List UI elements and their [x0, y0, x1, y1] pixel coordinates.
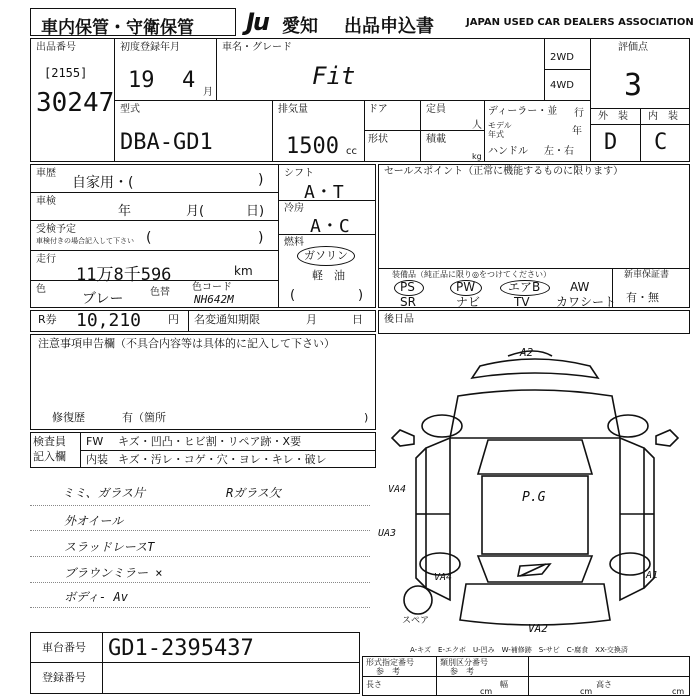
receipt-close: ) — [258, 230, 264, 246]
displacement-value: 1500 — [286, 134, 339, 159]
width-label: 幅 — [500, 680, 508, 689]
color-code-label: 色コード — [192, 282, 232, 293]
model-year-unit: 年 — [572, 126, 582, 137]
equip-navi: ナビ — [456, 295, 481, 309]
diagram-mark-front: A2 — [520, 346, 534, 359]
repair-value: 有（箇所 — [122, 411, 166, 424]
damage-legend: A-キズ E-エクボ U-凹み W-補修跡 S-サビ C-腐食 XX-交換済 — [410, 646, 628, 654]
history-value: 自家用・( — [72, 175, 134, 191]
equipment-label: 装備品（純正品に限り◎をつけてください） — [392, 270, 551, 279]
color-value: ブレー — [82, 291, 124, 307]
repair-label: 修復歴 — [52, 411, 85, 424]
storage-label-box — [30, 8, 236, 36]
equip-tv: TV — [514, 295, 530, 309]
fuel-paren-close: ) — [358, 288, 364, 303]
chassis-value: GD1-2395437 — [108, 636, 254, 661]
recycle-value: 10,210 — [76, 310, 142, 331]
inspection-day-unit: 日) — [246, 204, 265, 219]
handle-options: 左・右 — [544, 146, 574, 157]
lot-bracket-number: [2155] — [44, 66, 88, 80]
diagram-mark-left-lower: VA4 — [434, 572, 453, 583]
form-title: 出品申込書 — [344, 16, 434, 37]
inspection-year-unit: 年 — [118, 204, 132, 219]
registration-month-unit: 月 — [203, 87, 213, 98]
equip-aw: AW — [570, 280, 590, 294]
repaint-label: 色替 — [150, 287, 170, 298]
handle-label: ハンドル — [488, 146, 528, 157]
after-date-box — [378, 310, 690, 334]
recycle-label: R券 — [38, 313, 57, 326]
association-en: JAPAN USED CAR DEALERS ASSOCIATION — [466, 17, 694, 28]
capacity-unit: 人 — [472, 120, 482, 131]
car-name-value: Fit — [312, 62, 356, 90]
handwritten-note-3: 外オイール — [64, 514, 124, 528]
history-label: 車歴 — [36, 168, 56, 179]
length-unit: cm — [480, 687, 493, 696]
shift-label: シフト — [284, 168, 314, 179]
handwritten-note-1: ミミ、ガラス片 — [62, 486, 146, 500]
mileage-label: 走行 — [36, 254, 56, 265]
door-label: ドア — [368, 104, 388, 115]
load-label: 積載 — [426, 134, 446, 145]
shift-value: A・T — [304, 182, 344, 203]
capacity-label: 定員 — [426, 104, 446, 115]
org-name: 愛知 — [282, 16, 318, 37]
receipt-label: 受検予定 — [36, 224, 76, 235]
warranty-label: 新車保証書 — [624, 270, 670, 280]
handwritten-note-4: スラッドレースT — [64, 540, 155, 554]
equip-airbag: エアB — [508, 280, 541, 294]
equip-leather-seat: カワシート — [556, 295, 617, 309]
registration-month: 4 — [182, 68, 196, 93]
diagram-mark-right-lower: A1 — [646, 570, 659, 581]
receipt-note: 車検付きの場合記入して下さい — [36, 237, 134, 245]
height-label: 高さ — [596, 680, 612, 689]
recycle-unit: 円 — [168, 313, 179, 326]
diagram-mark-rear: VA2 — [528, 622, 548, 635]
dealer-label: ディーラー・並 — [488, 106, 558, 117]
category-ref-label: 参 考 — [450, 667, 474, 676]
diagram-mark-left-mid: UA3 — [378, 528, 397, 539]
inspection-label: 車検 — [36, 196, 56, 207]
history-close: ) — [258, 172, 264, 188]
drive-4wd: 4WD — [550, 80, 574, 91]
aircon-label: 冷房 — [284, 203, 304, 214]
grade-exterior-label: 外 装 — [598, 111, 628, 122]
shape-label: 形状 — [368, 134, 388, 145]
equip-sr: SR — [400, 295, 416, 309]
inspector-row2: キズ・汚レ・コゲ・穴・ヨレ・キレ・破レ — [118, 453, 327, 466]
shape-number-label: 形式指定番号 — [366, 658, 414, 667]
model-value: DBA-GD1 — [120, 130, 213, 155]
load-unit: kg — [472, 152, 482, 161]
color-label: 色 — [36, 284, 46, 295]
schedule-day: 日 — [352, 313, 363, 326]
chassis-label: 車台番号 — [42, 641, 86, 654]
aircon-value: A・C — [310, 216, 350, 237]
mileage-unit: km — [234, 264, 253, 278]
spare-label: スペア — [402, 616, 430, 626]
shape-ref-label: 参 考 — [376, 667, 400, 676]
mileage-value: 11万8千596 — [76, 265, 172, 285]
schedule-label: 名変通知期限 — [194, 313, 260, 326]
diagram-mark-roof: P.G — [522, 490, 546, 505]
displacement-unit: cc — [346, 146, 357, 157]
warranty-options: 有・無 — [626, 291, 659, 304]
inspector-row2-prefix: 内装 — [86, 453, 108, 466]
registration-label: 初度登録年月 — [120, 42, 180, 53]
grade-exterior-value: D — [604, 130, 618, 155]
grade-interior-label: 内 装 — [648, 111, 678, 122]
color-code-value: NH642M — [194, 293, 234, 306]
fuel-gasoline: ガソリン — [304, 249, 348, 262]
equip-pw: PW — [456, 280, 476, 294]
after-date-label: 後日品 — [384, 314, 414, 325]
handwritten-note-5: ブラウンミラー × — [64, 566, 163, 580]
model-label: 型式 — [120, 104, 140, 115]
car-diagram — [370, 338, 700, 638]
fuel-paren-open: ( — [290, 288, 296, 303]
registration-year: 19 — [128, 68, 155, 93]
notes-label: 注意事項申告欄（不具合内容等は具体的に記入して下さい） — [38, 337, 335, 350]
ju-logo: Ju — [246, 8, 269, 36]
storage-label: 車内保管・守衛保管 — [41, 18, 194, 38]
inspection-month-unit: 月( — [186, 204, 205, 219]
fuel-label: 燃料 — [284, 237, 304, 248]
equip-ps: PS — [400, 280, 415, 294]
width-unit: cm — [580, 687, 593, 696]
sales-point-label: セールスポイント（正常に機能するものに限ります） — [384, 166, 624, 177]
receipt-open: ( — [146, 230, 152, 246]
car-name-label: 車名・グレード — [222, 42, 292, 53]
grade-interior-value: C — [654, 130, 668, 155]
lot-number: 30247 — [36, 88, 115, 118]
inspector-row1: キズ・凹凸・ヒビ割・リペア跡・X要 — [118, 435, 302, 448]
grade-score: 3 — [624, 68, 643, 103]
repair-close: ) — [364, 411, 369, 424]
grade-label: 評価点 — [618, 42, 648, 53]
height-unit: cm — [672, 687, 685, 696]
handwritten-note-2: Rガラス欠 — [226, 486, 281, 500]
inspector-label: 検査員 記入欄 — [33, 435, 66, 463]
category-number-label: 類別区分番号 — [440, 658, 488, 667]
lot-label: 出品番号 — [36, 42, 76, 53]
handwritten-note-6: ボディ- Av — [64, 590, 128, 604]
plate-label: 登録番号 — [42, 671, 86, 684]
displacement-label: 排気量 — [278, 104, 308, 115]
diagram-mark-left-upper: VA4 — [388, 484, 407, 495]
dealer-line-label: 行 — [574, 108, 584, 119]
model-year-label: モデル 年式 — [488, 121, 512, 139]
inspector-row1-prefix: FW — [86, 435, 104, 448]
drive-2wd: 2WD — [550, 52, 574, 63]
schedule-month: 月 — [306, 313, 317, 326]
length-label: 長さ — [366, 680, 382, 689]
fuel-diesel: 軽 油 — [312, 269, 345, 282]
